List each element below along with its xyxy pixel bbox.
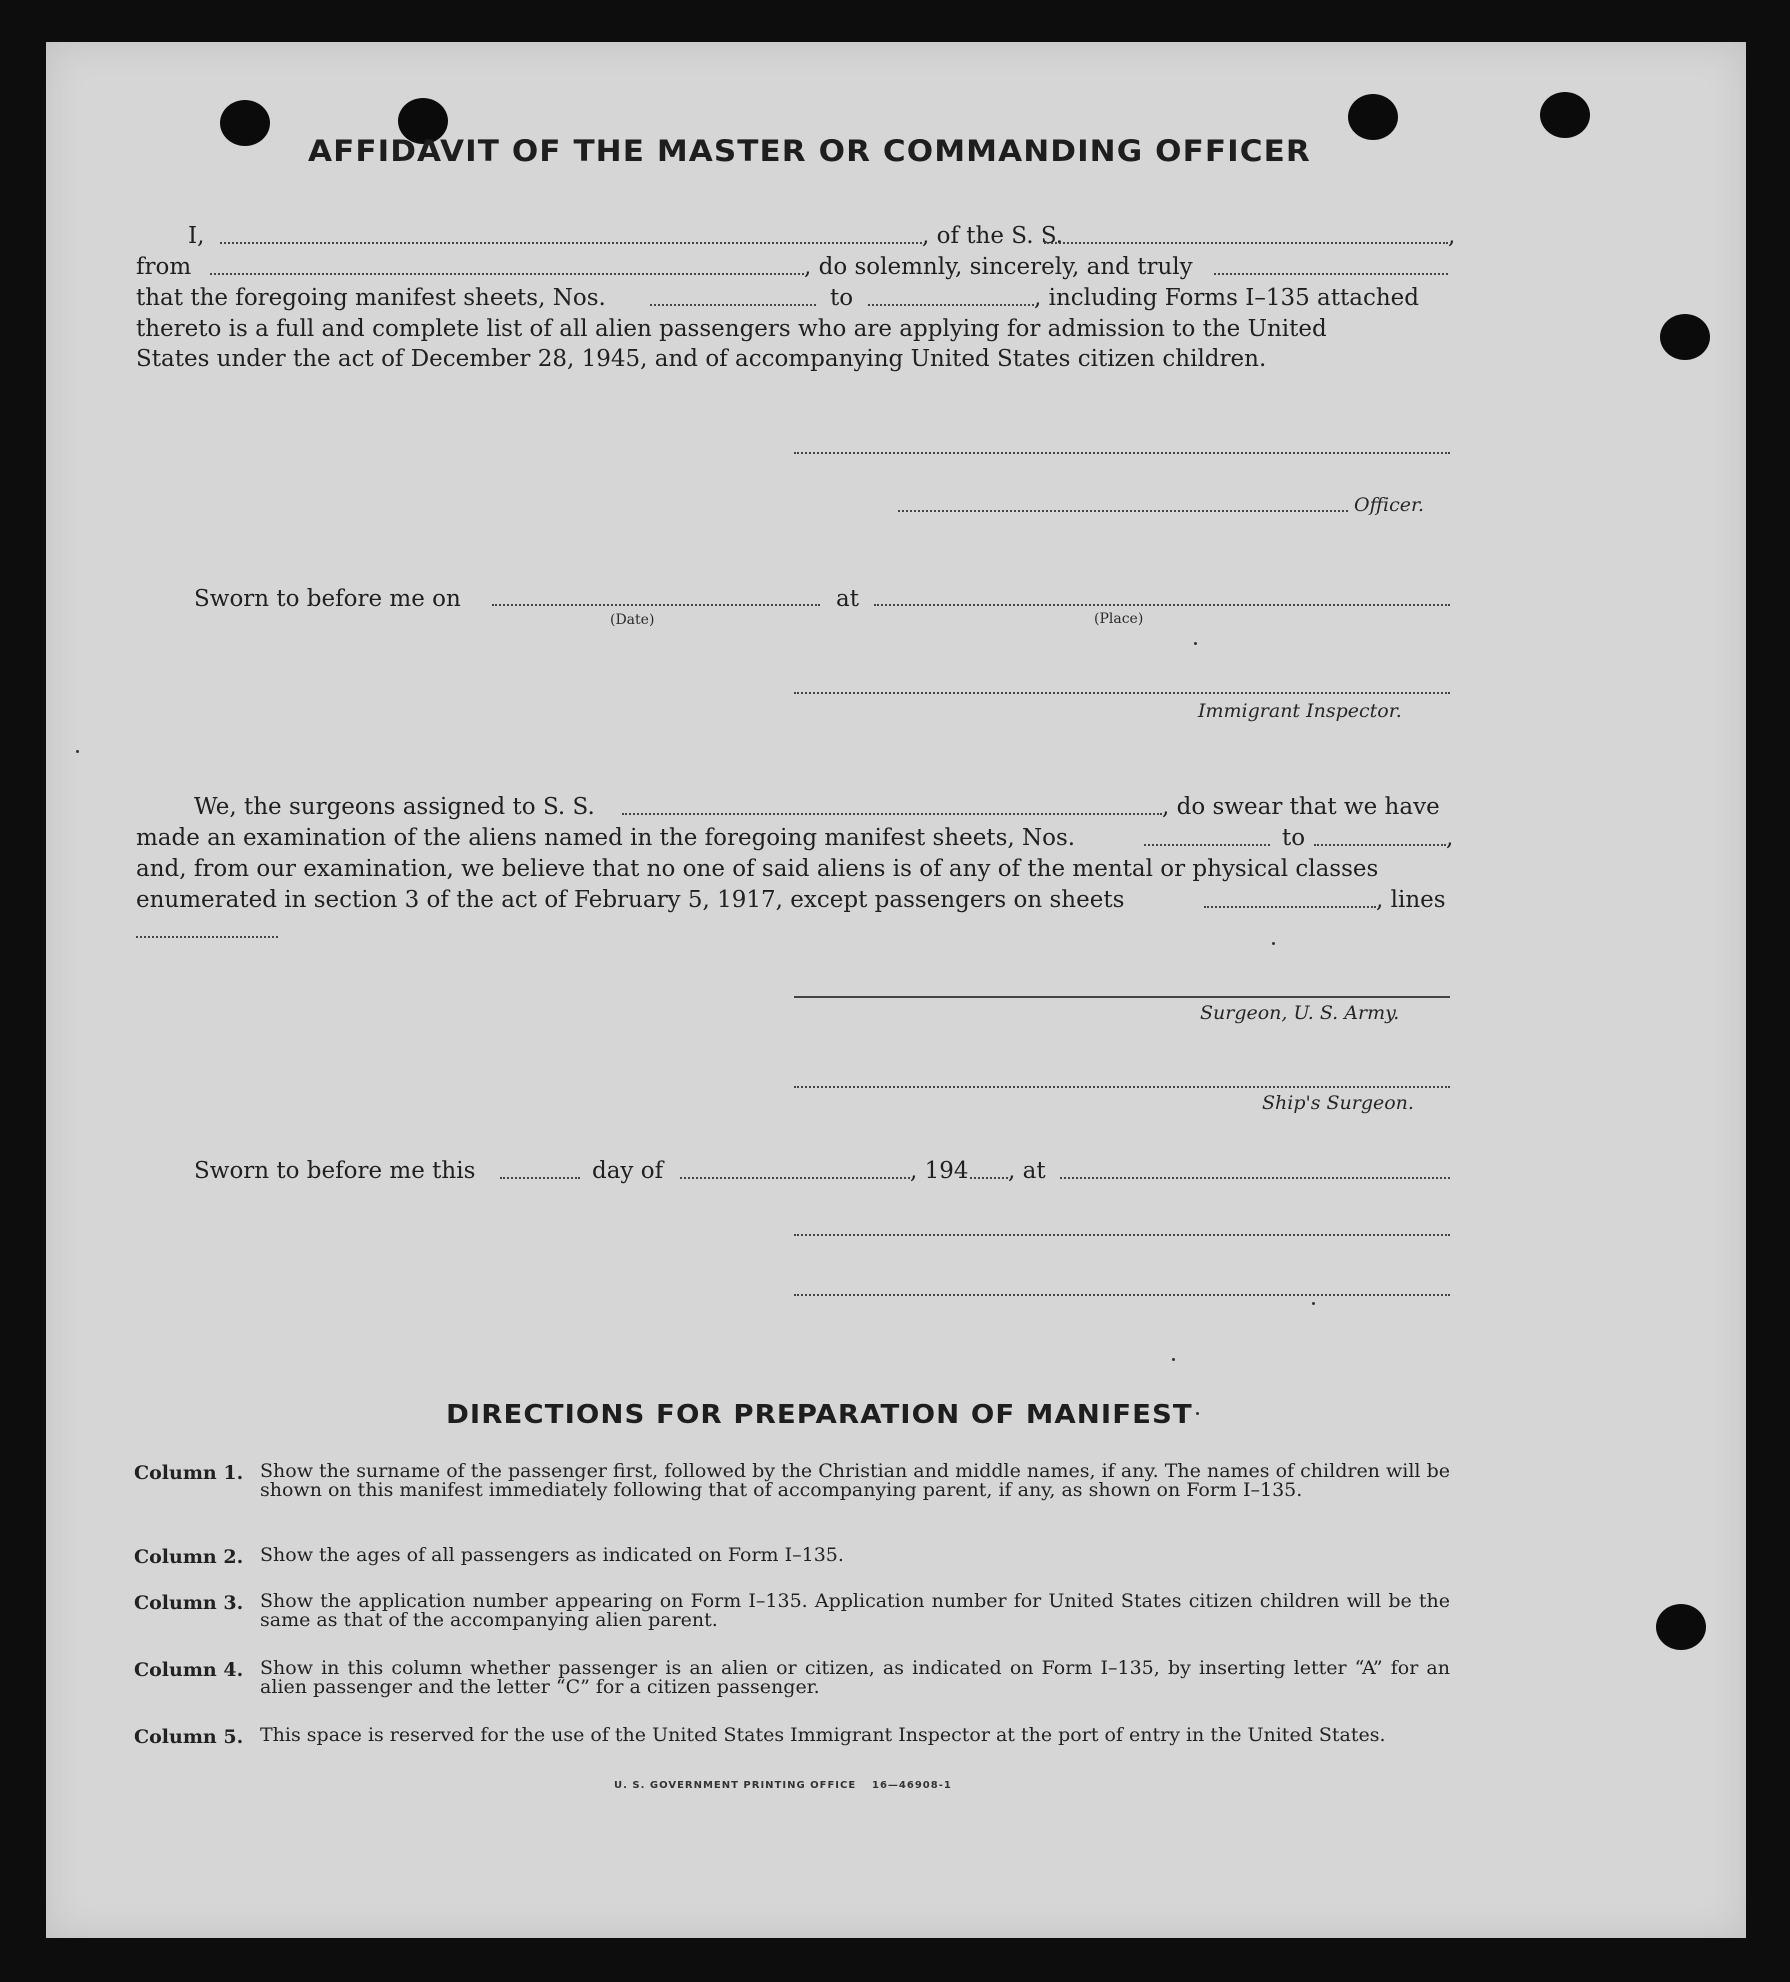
printing-office: U. S. GOVERNMENT PRINTING OFFICE [614, 1780, 857, 1791]
from-port-field[interactable] [210, 273, 804, 275]
scan-speck [76, 750, 79, 753]
master-name-field[interactable] [220, 242, 922, 244]
sworn-place-field[interactable] [874, 604, 1450, 606]
form-sheet [46, 42, 1746, 1938]
affidavit-text: thereto is a full and complete list of all alien passengers who are applying for admission to the United [136, 316, 1327, 342]
scan-speck [1196, 1412, 1199, 1415]
column-description: This space is reserved for the use of the United States Immigrant Inspector at the port of entry in the United States. [260, 1724, 1386, 1746]
punch-hole [1540, 92, 1590, 138]
official-signature-line[interactable] [794, 1234, 1450, 1236]
column-description: Show the ages of all passengers as indicated on Form I–135. [260, 1544, 844, 1566]
army-surgeon-signature-line[interactable] [794, 996, 1450, 998]
column-description: Show the surname of the passenger first, followed by the Christian and middle names, if any. The names of children will be shown on this manifest immediately following that of accompanying parent, if any, as shown on Form I–135. [260, 1460, 1450, 1501]
army-surgeon-label: Surgeon, U. S. Army. [1200, 1002, 1400, 1024]
scan-speck [1312, 1302, 1315, 1305]
surgeons-text: , do swear that we have [1162, 794, 1440, 820]
column-label: Column 1. [134, 1462, 244, 1484]
officer-label: Officer. [1354, 494, 1425, 516]
excepted-sheets-field[interactable] [1204, 906, 1376, 908]
official-title-line[interactable] [794, 1294, 1450, 1296]
surgeon-sheet-to-field[interactable] [1314, 844, 1446, 846]
column-label: Column 2. [134, 1546, 244, 1568]
affidavit-text: , do solemnly, sincerely, and truly [804, 254, 1193, 280]
affidavit-title: AFFIDAVIT OF THE MASTER OR COMMANDING OFFICER [308, 134, 1311, 168]
punch-hole [1348, 94, 1398, 140]
surgeon-sheet-from-field[interactable] [1144, 844, 1270, 846]
sworn-text: , 194 [910, 1158, 969, 1184]
punch-hole [220, 100, 270, 146]
scan-speck [1272, 942, 1275, 945]
sworn-text: Sworn to before me on [194, 586, 461, 612]
column-label: Column 5. [134, 1726, 244, 1748]
punch-hole [1660, 314, 1710, 360]
sworn-text: day of [592, 1158, 664, 1184]
sheet-from-field[interactable] [650, 304, 816, 306]
form-code: 16—46908-1 [872, 1780, 952, 1791]
affidavit-text: to [830, 285, 854, 311]
surgeon-ship-field[interactable] [622, 813, 1162, 815]
affidavit-text: , of the S. S. [922, 223, 1064, 249]
column-description: Show in this column whether passenger is an alien or citizen, as indicated on Form I–135, by inserting letter “A” for an alien passenger and the letter “C” for a citizen passenger. [260, 1657, 1450, 1698]
punch-hole [1656, 1604, 1706, 1650]
surgeons-text: to [1282, 825, 1306, 851]
affidavit-text: that the foregoing manifest sheets, Nos. [136, 285, 606, 311]
affidavit-text: , including Forms I–135 attached [1034, 285, 1419, 311]
inspector-label: Immigrant Inspector. [1198, 700, 1402, 722]
excepted-lines-field[interactable] [136, 936, 278, 938]
affidavit-text: States under the act of December 28, 1945, and of accompanying United States citizen children. [136, 346, 1267, 372]
sworn-month-field[interactable] [680, 1177, 910, 1179]
inspector-signature-line[interactable] [794, 692, 1450, 694]
officer-signature-line[interactable] [794, 452, 1450, 454]
sworn2-place-field[interactable] [1060, 1177, 1450, 1179]
declaration-field[interactable] [1214, 273, 1448, 275]
surgeons-text: made an examination of the aliens named in the foregoing manifest sheets, Nos. [136, 825, 1076, 851]
ship-surgeon-label: Ship's Surgeon. [1262, 1092, 1414, 1114]
sworn-date-field[interactable] [492, 604, 820, 606]
officer-title-line[interactable] [898, 510, 1348, 512]
surgeons-text: , [1446, 825, 1454, 851]
surgeons-text: , lines [1376, 887, 1446, 913]
affidavit-text: from [136, 254, 192, 280]
affidavit-text: I, [188, 223, 205, 249]
scan-speck [1194, 642, 1197, 645]
column-label: Column 3. [134, 1592, 244, 1614]
column-description: Show the application number appearing on Form I–135. Application number for United States citizen children will be the same as that of the accompanying alien parent. [260, 1590, 1450, 1631]
surgeons-text: enumerated in section 3 of the act of February 5, 1917, except passengers on sheets [136, 887, 1125, 913]
sworn-text: at [836, 586, 859, 612]
sworn-day-field[interactable] [500, 1177, 580, 1179]
sworn-year-field[interactable] [970, 1177, 1008, 1179]
column-label: Column 4. [134, 1659, 244, 1681]
sworn-text: Sworn to before me this [194, 1158, 476, 1184]
surgeons-text: We, the surgeons assigned to S. S. [194, 794, 595, 820]
directions-title: DIRECTIONS FOR PREPARATION OF MANIFEST [446, 1400, 1193, 1430]
ship-surgeon-signature-line[interactable] [794, 1086, 1450, 1088]
affidavit-text: , [1448, 223, 1456, 249]
sheet-to-field[interactable] [868, 304, 1034, 306]
sworn-text: , at [1008, 1158, 1046, 1184]
place-caption: (Place) [1094, 611, 1144, 627]
scan-speck [1172, 1358, 1175, 1361]
surgeons-text: and, from our examination, we believe that no one of said aliens is of any of the mental or physical classes [136, 856, 1379, 882]
ship-name-field[interactable] [1044, 242, 1448, 244]
date-caption: (Date) [610, 612, 655, 628]
